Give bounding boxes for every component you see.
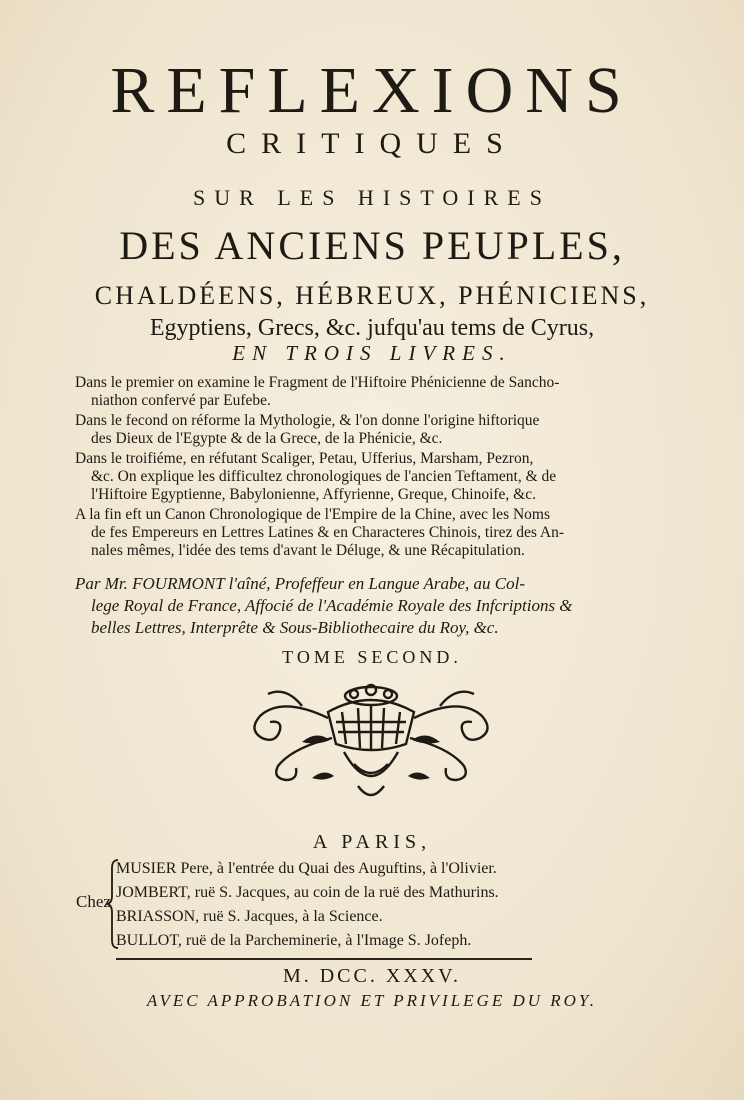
- imprint-chez: Chez: [76, 892, 111, 911]
- author-line: lege Royal de France, Affocié de l'Académie Royale des Infcriptions &: [91, 596, 573, 615]
- contents-line: Dans le fecond on réforme la Mythologie, & l'on donne l'origine hiftorique: [75, 412, 540, 429]
- title-anciens-peuples: DES ANCIENS PEUPLES,: [119, 223, 625, 268]
- title-egyptiens-line: Egyptiens, Grecs, &c. jufqu'au tems de Cyrus,: [149, 315, 595, 341]
- publisher-line: BRIASSON, ruë S. Jacques, à la Science.: [116, 908, 383, 925]
- imprint-place: A PARIS,: [312, 831, 432, 853]
- title-peoples-list: CHALDÉENS, HÉBREUX, PHÉNICIENS,: [94, 281, 650, 310]
- imprint-date: M. DCC. XXXV.: [282, 965, 462, 987]
- contents-line: Dans le premier on examine le Fragment de l'Hiftoire Phénicienne de Sancho-: [75, 374, 560, 391]
- contents-line: &c. On explique les difficultez chronologiques de l'ancien Teftament, & de: [91, 468, 557, 485]
- title-reflexions: REFLEXIONS: [110, 54, 634, 127]
- divider-rule: [116, 958, 532, 960]
- contents-line: nales mêmes, l'idée des tems d'avant le Déluge, & une Récapitulation.: [91, 542, 525, 559]
- publisher-line: JOMBERT, ruë S. Jacques, au coin de la ruë des Mathurins.: [116, 884, 499, 901]
- contents-line: niathon confervé par Eufebe.: [91, 392, 271, 409]
- publisher-line: MUSIER Pere, à l'entrée du Quai des Auguftins, à l'Olivier.: [116, 860, 497, 877]
- title-trois-livres: EN TROIS LIVRES.: [232, 341, 512, 365]
- title-critiques: CRITIQUES: [226, 127, 518, 160]
- publisher-line: BULLOT, ruë de la Parcheminerie, à l'Image S. Jofeph.: [116, 932, 472, 949]
- title-sur-les-histoires: SUR LES HISTOIRES: [193, 185, 551, 210]
- author-line: belles Lettres, Interprête & Sous-Bibliothecaire du Roy, &c.: [91, 618, 499, 637]
- contents-line: de fes Empereurs en Lettres Latines & en Characteres Chinois, tirez des An-: [91, 524, 565, 541]
- contents-line: A la fin eft un Canon Chronologique de l'Empire de la Chine, avec les Noms: [75, 506, 551, 523]
- author-line: Par Mr. FOURMONT l'aîné, Profeffeur en Langue Arabe, au Col-: [75, 574, 526, 593]
- fleuron-basket-ornament-icon: [242, 682, 500, 806]
- imprint-approbation: AVEC APPROBATION ET PRIVILEGE DU ROY.: [146, 991, 598, 1010]
- contents-line: l'Hiftoire Egyptienne, Babylonienne, Affyrienne, Greque, Chinoife, &c.: [91, 486, 536, 503]
- contents-line: des Dieux de l'Egypte & de la Grece, de la Phénicie, &c.: [91, 430, 443, 447]
- contents-line: Dans le troifiéme, en réfutant Scaliger, Petau, Ufferius, Marsham, Pezron,: [75, 450, 534, 467]
- volume-label: TOME SECOND.: [282, 647, 462, 667]
